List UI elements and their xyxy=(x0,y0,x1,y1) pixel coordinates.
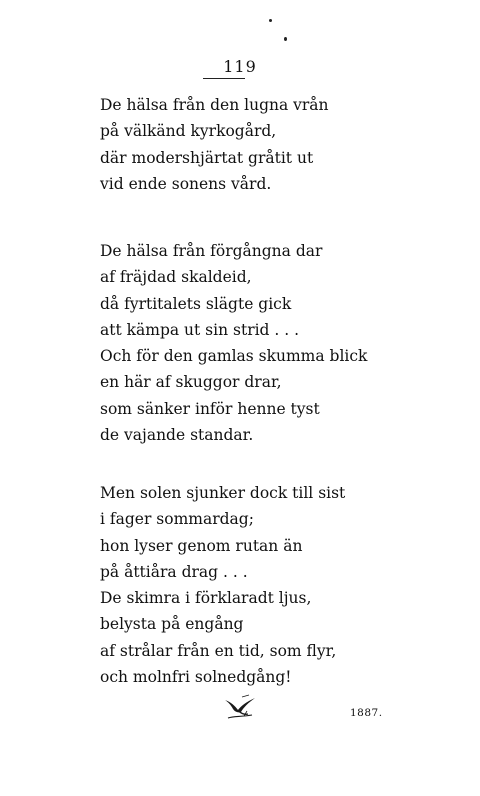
ink-speck xyxy=(269,19,272,22)
verse-line: De hälsa från förgångna dar xyxy=(100,242,323,260)
bird-vignette-icon xyxy=(222,694,258,720)
verse-line: då fyrtitalets slägte gick xyxy=(100,294,292,313)
verse-line: belysta på engång xyxy=(100,615,244,634)
verse-line: de vajande standar. xyxy=(100,426,254,445)
verse-line: där modershjärtat gråtit ut xyxy=(100,148,314,167)
verse-line: en här af skuggor drar, xyxy=(100,373,282,392)
verse-line: De skimra i förklaradt ljus, xyxy=(100,589,312,608)
verse-line: Men solen sjunker dock till sist xyxy=(100,484,346,502)
verse-line: Och för den gamlas skumma blick xyxy=(100,347,368,366)
verse-line: i fager sommardag; xyxy=(100,510,254,529)
stanza-3 xyxy=(100,480,345,690)
verse-line: vid ende sonens vård. xyxy=(100,174,272,193)
verse-line: på välkänd kyrkogård, xyxy=(100,122,277,141)
stanza-1 xyxy=(100,92,329,197)
verse-line: på åttiåra drag . . . xyxy=(100,562,248,581)
verse-line: hon lyser genom rutan än xyxy=(100,536,303,555)
verse-line: och molnfri solnedgång! xyxy=(100,668,292,687)
ink-speck xyxy=(284,37,287,41)
page-number-rule xyxy=(203,78,245,79)
page-number: 119 xyxy=(223,57,257,76)
stanza-2 xyxy=(100,238,367,448)
verse-line: att kämpa ut sin strid . . . xyxy=(100,320,300,339)
verse-line: som sänker inför henne tyst xyxy=(100,399,320,418)
verse-line: af strålar från en tid, som flyr, xyxy=(100,641,337,660)
verse-line: De hälsa från den lugna vrån xyxy=(100,96,329,114)
verse-line: af fräjdad skaldeid, xyxy=(100,268,252,287)
date-signature: 1887. xyxy=(350,707,383,719)
